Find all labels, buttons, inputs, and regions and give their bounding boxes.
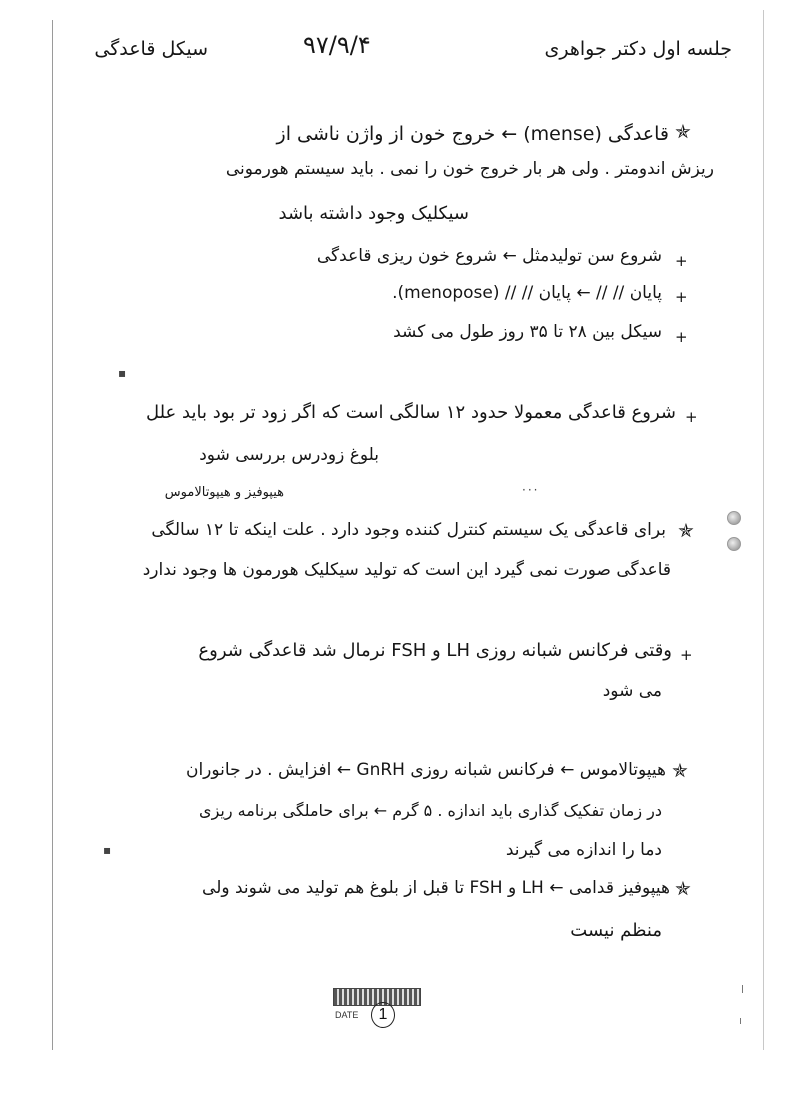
page-edge <box>763 10 764 1050</box>
note-line: شروع قاعدگی معمولا حدود ۱۲ سالگی است که اگر زود تر بود باید علل <box>145 402 676 423</box>
note-line: هیپوفیز قدامی ← LH و FSH تا قبل از بلوغ هم تولید می شوند ولی <box>202 878 670 898</box>
note-line: وقتی فرکانس شبانه روزی LH و FSH نرمال شد قاعدگی شروع <box>198 640 672 661</box>
plus-bullet: + <box>680 646 693 664</box>
punch-hole <box>727 511 741 525</box>
note-line: برای قاعدگی یک سیستم کنترل کننده وجود دارد . علت اینکه تا ۱۲ سالگی <box>151 520 666 540</box>
note-line: پایان // // ← پایان // // (menopose). <box>392 283 662 303</box>
note-line: قاعدگی صورت نمی گیرد این است که تولید سیکلیک هورمون ها وجود ندارد <box>142 560 671 580</box>
dots: ··· <box>522 483 540 497</box>
note-line: شروع سن تولیدمثل ← شروع خون ریزی قاعدگی <box>316 246 662 266</box>
note-line: قاعدگی (mense) ← خروج خون از واژن ناشی از <box>276 123 669 145</box>
edge-mark <box>740 1018 741 1024</box>
edge-mark <box>742 985 743 993</box>
plus-bullet: + <box>685 408 698 426</box>
stamp-date-label: DATE <box>335 1010 359 1020</box>
header-topic: سیکل قاعدگی <box>94 38 208 60</box>
header-session: جلسه اول دکتر جواهری <box>544 38 732 60</box>
plus-bullet: + <box>675 252 688 270</box>
star-bullet: ✯ <box>672 760 688 782</box>
note-line: می شود <box>602 681 662 701</box>
margin-rule <box>52 20 53 1050</box>
header-date: ۹۷/۹/۴ <box>303 31 371 59</box>
dots: ▪ <box>103 843 114 857</box>
dots: ▪ <box>118 366 129 380</box>
note-line: هیپوتالاموس ← فرکانس شبانه روزی GnRH ← افزایش . در جانوران <box>185 760 666 780</box>
star-bullet: ✯ <box>678 520 694 542</box>
note-line: منظم نیست <box>570 920 662 941</box>
inserted-annotation: هیپوفیز و هیپوتالاموس <box>164 485 284 500</box>
note-line: ریزش اندومتر . ولی هر بار خروج خون را نمی . باید سیستم هورمونی <box>225 159 714 179</box>
note-line: دما را اندازه می گیرند <box>505 840 662 860</box>
plus-bullet: + <box>675 328 688 346</box>
punch-hole <box>727 537 741 551</box>
page-stamp <box>333 988 421 1030</box>
plus-bullet: + <box>675 288 688 306</box>
star-bullet: ✯ <box>675 878 691 900</box>
note-line: سیکلیک وجود داشته باشد <box>278 203 469 224</box>
note-line: بلوغ زودرس بررسی شود <box>199 445 379 465</box>
page-number: 1 <box>371 1002 395 1028</box>
note-line: سیکل بین ۲۸ تا ۳۵ روز طول می کشد <box>393 322 662 342</box>
note-line: در زمان تفکیک گذاری باید اندازه . ۵ گرم ← برای حاملگی برنامه ریزی <box>199 801 662 820</box>
star-bullet: ✯ <box>675 121 691 143</box>
